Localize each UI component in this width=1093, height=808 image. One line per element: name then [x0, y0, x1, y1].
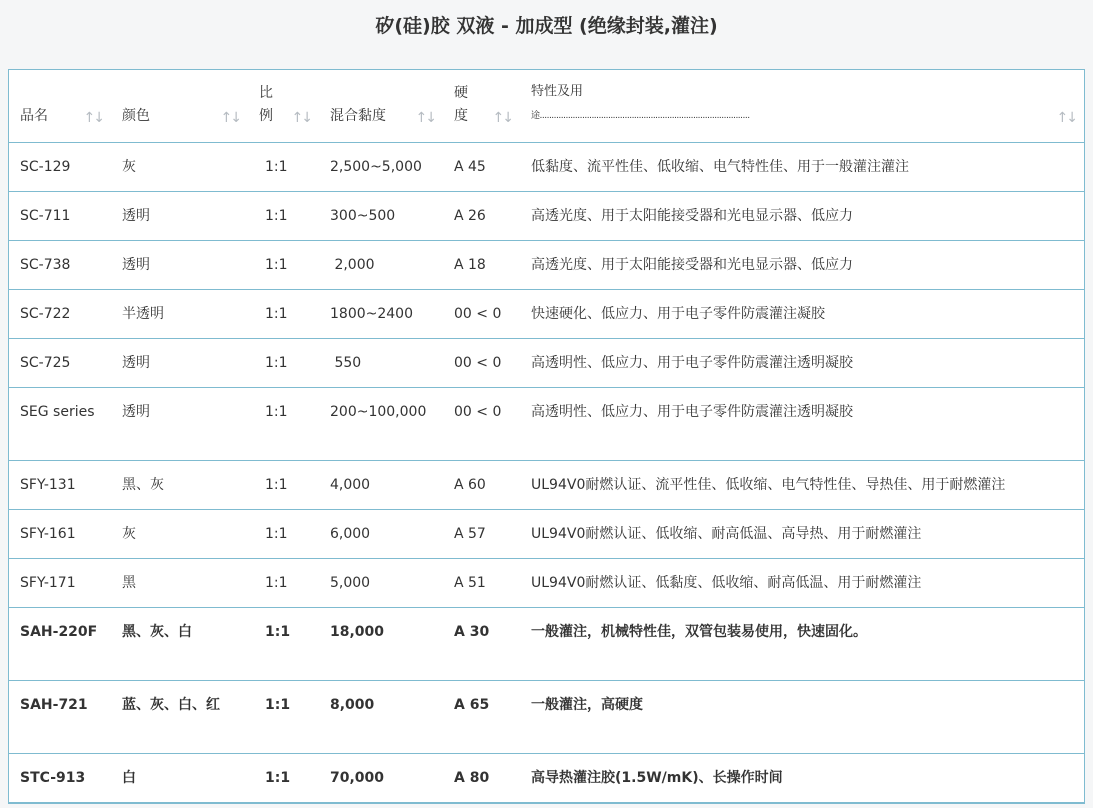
ratio-cell: 1:1: [265, 305, 288, 322]
table-row: [9, 753, 1084, 802]
product-name-cell: SFY-171: [20, 574, 76, 591]
table-row: [9, 191, 1084, 240]
color-cell: 透明: [122, 207, 150, 224]
hardness-cell: 00 < 0: [454, 354, 502, 371]
viscosity-cell: 4,000: [330, 476, 371, 493]
product-table: [9, 70, 1084, 803]
color-cell: 黑、灰: [122, 476, 164, 493]
color-cell: 白: [122, 769, 136, 786]
product-name-cell: SC-722: [20, 305, 71, 322]
product-name-cell: SFY-131: [20, 476, 76, 493]
viscosity-cell: 8,000: [330, 696, 375, 713]
description-cell: 低黏度、流平性佳、低收缩、电气特性佳、用于一般灌注灌注: [531, 158, 909, 175]
hardness-cell: 00 < 0: [454, 305, 502, 322]
description-cell: 一般灌注，高硬度: [531, 696, 643, 713]
hardness-cell: A 18: [454, 256, 486, 273]
page-title: 矽(硅)胶 双液 - 加成型 (绝缘封装,灌注): [375, 15, 718, 37]
column-header-hardness[interactable]: 硬 度 ↑↓: [443, 70, 520, 142]
description-cell: 快速硬化、低应力、用于电子零件防震灌注凝胶: [531, 305, 825, 322]
hardness-cell: A 60: [454, 476, 486, 493]
hardness-cell: 00 < 0: [454, 403, 502, 420]
color-cell: 灰: [122, 525, 136, 542]
table-row: [9, 289, 1084, 338]
product-name-cell: SFY-161: [20, 525, 76, 542]
description-cell: 高导热灌注胶(1.5W/mK)、长操作时间: [531, 769, 783, 786]
table-row: [9, 142, 1084, 191]
table-row: [9, 387, 1084, 460]
table-row: [9, 558, 1084, 607]
table-body: [9, 142, 1084, 802]
viscosity-cell: 1800~2400: [330, 305, 413, 322]
table-row: [9, 680, 1084, 753]
column-header-ratio[interactable]: 比 例 ↑↓: [248, 70, 319, 142]
description-cell: 一般灌注，机械特性佳，双管包装易使用，快速固化。: [531, 623, 867, 640]
sort-icon[interactable]: ↑↓: [1056, 109, 1076, 126]
table-row: [9, 607, 1084, 680]
sort-icon[interactable]: ↑↓: [291, 109, 311, 126]
sort-icon[interactable]: ↑↓: [492, 109, 512, 126]
viscosity-cell: 6,000: [330, 525, 371, 542]
description-cell: UL94V0耐燃认证、流平性佳、低收缩、电气特性佳、导热佳、用于耐燃灌注: [531, 476, 1006, 493]
ratio-cell: 1:1: [265, 207, 288, 224]
hardness-cell: A 26: [454, 207, 486, 224]
hardness-cell: A 65: [454, 696, 490, 713]
color-cell: 黑: [122, 574, 136, 591]
viscosity-cell: 5,000: [330, 574, 371, 591]
description-cell: 高透明性、低应力、用于电子零件防震灌注透明凝胶: [531, 403, 853, 420]
ratio-cell: 1:1: [265, 354, 288, 371]
color-cell: 透明: [122, 354, 150, 371]
viscosity-cell: 70,000: [330, 769, 385, 786]
table-row: [9, 460, 1084, 509]
product-table-container: [8, 69, 1085, 804]
color-cell: 黑、灰、白: [122, 623, 192, 640]
product-name-cell: SC-725: [20, 354, 71, 371]
hardness-cell: A 51: [454, 574, 486, 591]
description-cell: 高透明性、低应力、用于电子零件防震灌注透明凝胶: [531, 354, 853, 371]
viscosity-cell: 200~100,000: [330, 403, 427, 420]
ratio-cell: 1:1: [265, 476, 288, 493]
ratio-cell: 1:1: [265, 623, 291, 640]
product-name-cell: SC-711: [20, 207, 71, 224]
hardness-cell: A 45: [454, 158, 486, 175]
table-header-row: [9, 70, 1084, 142]
viscosity-cell: 2,000: [330, 256, 375, 273]
product-name-cell: SEG series: [20, 403, 95, 420]
ratio-cell: 1:1: [265, 769, 291, 786]
hardness-cell: A 30: [454, 623, 490, 640]
table-row: [9, 338, 1084, 387]
description-cell: 高透光度、用于太阳能接受器和光电显示器、低应力: [531, 207, 853, 224]
color-cell: 透明: [122, 403, 150, 420]
ratio-cell: 1:1: [265, 574, 288, 591]
table-row: [9, 240, 1084, 289]
ratio-cell: 1:1: [265, 403, 288, 420]
column-header-description[interactable]: 特性及用 途......................................................................................... ↑↓: [520, 70, 1084, 142]
product-name-cell: SAH-721: [20, 696, 88, 713]
color-cell: 透明: [122, 256, 150, 273]
color-cell: 灰: [122, 158, 136, 175]
hardness-cell: A 80: [454, 769, 490, 786]
description-cell: UL94V0耐燃认证、低收缩、耐高低温、高导热、用于耐燃灌注: [531, 525, 922, 542]
viscosity-cell: 2,500~5,000: [330, 158, 422, 175]
sort-icon[interactable]: ↑↓: [220, 109, 240, 126]
ratio-cell: 1:1: [265, 256, 288, 273]
product-name-cell: SAH-220F: [20, 623, 98, 640]
product-name-cell: SC-129: [20, 158, 71, 175]
viscosity-cell: 550: [330, 354, 362, 371]
sort-icon[interactable]: ↑↓: [415, 109, 435, 126]
product-name-cell: SC-738: [20, 256, 71, 273]
viscosity-cell: 18,000: [330, 623, 385, 640]
color-cell: 蓝、灰、白、红: [122, 696, 220, 713]
table-row: [9, 509, 1084, 558]
column-header-viscosity[interactable]: 混合黏度 ↑↓: [319, 70, 443, 142]
ratio-cell: 1:1: [265, 525, 288, 542]
description-cell: 高透光度、用于太阳能接受器和光电显示器、低应力: [531, 256, 853, 273]
viscosity-cell: 300~500: [330, 207, 396, 224]
description-cell: UL94V0耐燃认证、低黏度、低收缩、耐高低温、用于耐燃灌注: [531, 574, 922, 591]
column-header-color[interactable]: 颜色 ↑↓: [111, 70, 248, 142]
product-name-cell: STC-913: [20, 769, 86, 786]
ratio-cell: 1:1: [265, 696, 291, 713]
column-header-name[interactable]: 品名 ↑↓: [9, 70, 111, 142]
color-cell: 半透明: [122, 305, 164, 322]
hardness-cell: A 57: [454, 525, 486, 542]
ratio-cell: 1:1: [265, 158, 288, 175]
sort-icon[interactable]: ↑↓: [83, 109, 103, 126]
